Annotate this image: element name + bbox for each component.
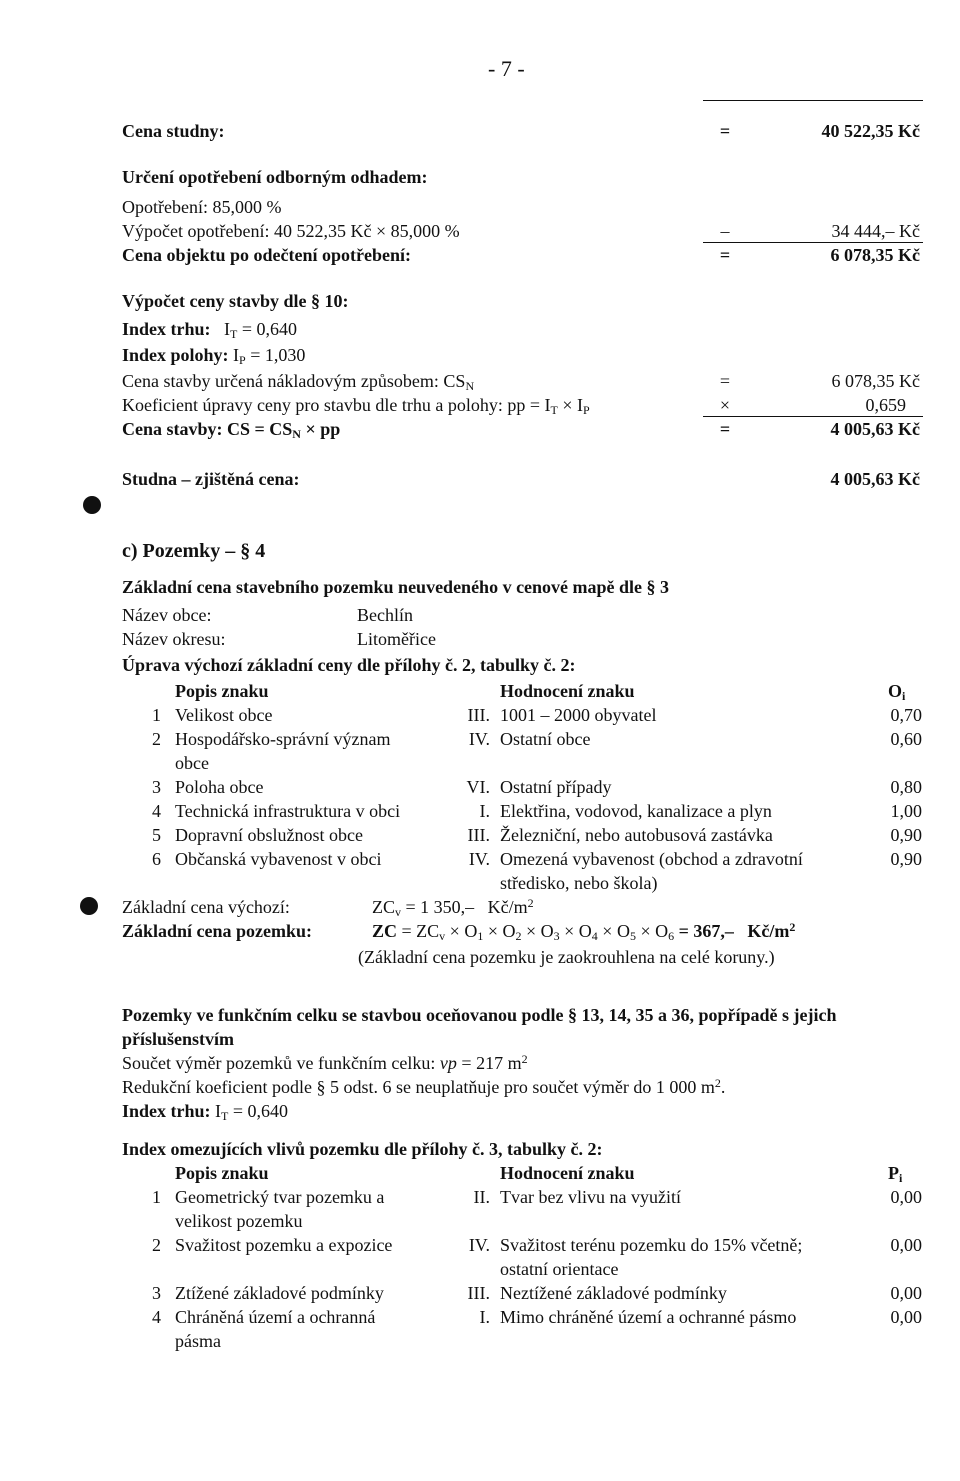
coef-line: Koeficient úpravy ceny pro stavbu dle trhu a polohy: pp = $I_T \times I_P$	[122, 395, 590, 417]
func-heading-2: příslušenstvím	[122, 1029, 235, 1049]
table1-row-roman: I.	[479, 801, 490, 821]
table1-row-sign: Velikost obce	[175, 705, 273, 725]
table1-row-roman: VI.	[466, 777, 490, 797]
page-number: - 7 -	[488, 56, 525, 81]
table1-row-number: 5	[152, 825, 161, 845]
table1-row-rating: Elektřina, vodovod, kanalizace a plyn	[500, 801, 772, 821]
table1-header-sign: Popis znaku	[175, 681, 269, 701]
table2-row-number: 1	[152, 1187, 161, 1207]
after-wear-op: =	[719, 245, 731, 265]
position-index-label: Index polohy:	[122, 345, 229, 365]
table1-row-rating: Ostatní obce	[500, 729, 591, 749]
table2-row-sign: Chráněná území a ochranná	[175, 1307, 376, 1327]
cs-op: =	[719, 419, 731, 439]
table1-row-sign: Poloha obce	[175, 777, 264, 797]
table2-row-rating: Svažitost terénu pozemku do 15% včetně;	[500, 1235, 803, 1255]
wear-heading: Určení opotřebení odborným odhadem:	[122, 167, 428, 187]
position-index-value: 1,030	[264, 345, 306, 365]
table2-row-number: 2	[152, 1235, 161, 1255]
table2-header-coef: $P_i$	[888, 1163, 903, 1185]
calc-heading: Výpočet ceny stavby dle § 10:	[122, 291, 349, 311]
zc-formula: $ZC_v = 1$ 350,– $Kč/m^2$	[372, 896, 534, 919]
zcp-unit: Kč/m	[747, 921, 790, 941]
table1-row-sign-cont: obce	[175, 753, 209, 773]
well-final-value: 4 005,63 Kč	[830, 469, 920, 489]
csn-line: Cena stavby určená nákladovým způsobem: $CS_N$	[122, 371, 475, 393]
vp-line: Součet výměr pozemků ve funkčním celku: vp = 217 $m^2$	[122, 1052, 528, 1073]
csn-value: 6 078,35 Kč	[831, 371, 920, 391]
market-index-2-label: Index trhu:	[122, 1101, 211, 1121]
table2-row-roman: II.	[473, 1187, 490, 1207]
csn-op: =	[719, 371, 731, 391]
table2-row-number: 3	[152, 1283, 161, 1303]
well-final-label: Studna – zjištěná cena:	[122, 469, 300, 489]
market-index-2-line: Index trhu: $I_T = 0,640$	[122, 1101, 289, 1123]
table2-row-value: 0,00	[890, 1235, 922, 1255]
table1-row-sign: Dopravní obslužnost obce	[175, 825, 363, 845]
table1-row-rating: Ostatní případy	[500, 777, 612, 797]
table2-row-number: 4	[152, 1307, 161, 1327]
table1-row-value: 0,90	[890, 825, 922, 845]
table2-row-value: 0,00	[890, 1283, 922, 1303]
cs-label: Cena stavby: CS = CS	[122, 419, 293, 439]
position-index-line: Index polohy: $I_P = 1,030$	[122, 345, 306, 367]
table1-row-rating: Železniční, nebo autobusová zastávka	[500, 825, 773, 845]
zcp-result: 367,–	[693, 921, 734, 941]
coef-rule	[703, 416, 923, 417]
well-price-op: =	[719, 121, 731, 141]
table1-row-number: 6	[152, 849, 161, 869]
after-wear-value: 6 078,35 Kč	[830, 245, 920, 265]
table1-row-roman: III.	[467, 705, 490, 725]
after-wear-label: Cena objektu po odečtení opotřebení:	[122, 245, 411, 265]
okres-label: Název okresu:	[122, 629, 226, 649]
table1-row-number: 4	[152, 801, 161, 821]
table1-row-value: 0,60	[890, 729, 922, 749]
table1-row-value: 1,00	[890, 801, 922, 821]
table2-row-rating-cont: ostatní orientace	[500, 1259, 619, 1279]
table1-row-roman: IV.	[468, 729, 490, 749]
reduc-line: Redukční koeficient podle § 5 odst. 6 se neuplatňuje pro součet výměr do 1 000 $m^2$.	[122, 1076, 726, 1097]
table1-row-rating: 1001 – 2000 obyvatel	[500, 705, 657, 725]
table2-row-sign-cont: pásma	[175, 1331, 221, 1351]
table2-row-value: 0,00	[890, 1187, 922, 1207]
table1-row-number: 2	[152, 729, 161, 749]
table2-row-value: 0,00	[890, 1307, 922, 1327]
table2-row-sign: Svažitost pozemku a expozice	[175, 1235, 393, 1255]
table2-header-sign: Popis znaku	[175, 1163, 269, 1183]
table2-row-rating: Neztížené základové podmínky	[500, 1283, 727, 1303]
table2-row-sign: Geometrický tvar pozemku a	[175, 1187, 385, 1207]
table1-row-number: 1	[152, 705, 161, 725]
well-price-value: 40 522,35 Kč	[821, 121, 920, 141]
market-index-label: Index trhu:	[122, 319, 211, 339]
coef-label: Koeficient úpravy ceny pro stavbu dle trhu a polohy: pp = I	[122, 395, 551, 415]
land-section-title: c) Pozemky – § 4	[122, 540, 266, 562]
table2-row-rating: Mimo chráněné území a ochranné pásmo	[500, 1307, 797, 1327]
table1-row-roman: III.	[467, 825, 490, 845]
zc-value: 1 350,–	[420, 897, 475, 917]
table2-row-roman: III.	[467, 1283, 490, 1303]
table2-header-rating: Hodnocení znaku	[500, 1163, 635, 1183]
zcp-note: (Základní cena pozemku je zaokrouhlena na celé koruny.)	[358, 947, 775, 967]
csn-label: Cena stavby určená nákladovým způsobem: CS	[122, 371, 466, 391]
well-price-label: Cena studny:	[122, 121, 225, 141]
market-index-2-value: 0,640	[247, 1101, 289, 1121]
cs-line: Cena stavby: CS = $CS_N$ × pp	[122, 419, 341, 441]
vp-label: Součet výměr pozemků ve funkčním celku:	[122, 1053, 436, 1073]
vp-value: 217 m	[476, 1053, 522, 1073]
wear-calc: Výpočet opotřebení: 40 522,35 Kč × 85,000 %	[122, 221, 460, 241]
wear-value: 34 444,– Kč	[831, 221, 920, 241]
market-index-value: 0,640	[256, 319, 298, 339]
table1-row-value: 0,80	[890, 777, 922, 797]
wear-op: –	[720, 221, 730, 241]
okres-value: Litoměřice	[357, 629, 436, 649]
market-index-line: Index trhu: $I_T = 0,640$	[122, 319, 298, 341]
land-base-heading: Základní cena stavebního pozemku neuvedeného v cenové mapě dle § 3	[122, 577, 670, 597]
cs-value: 4 005,63 Kč	[830, 419, 920, 439]
table2-row-sign-cont: velikost pozemku	[175, 1211, 303, 1231]
table1-row-value: 0,90	[890, 849, 922, 869]
table1-row-rating-cont: středisko, nebo škola)	[500, 873, 658, 893]
table1-row-roman: IV.	[468, 849, 490, 869]
zcp-formula: ZC = $ZC_v \times O_1 \times O_2 \times O_3 \times O_4 \times O_5 \times O_6 = 367,-$ $Kč/m^2$	[372, 920, 796, 943]
func-heading: Pozemky ve funkčním celku se stavbou oceňovanou podle § 13, 14, 35 a 36, popřípadě s jejich	[122, 1005, 837, 1025]
table2-row-rating: Tvar bez vlivu na využití	[500, 1187, 681, 1207]
zc-unit: Kč/m	[487, 897, 528, 917]
table1-row-sign: Občanská vybavenost v obci	[175, 849, 382, 869]
table2-row-sign: Ztížené základové podmínky	[175, 1283, 384, 1303]
limit-heading: Index omezujících vlivů pozemku dle přílohy č. 3, tabulky č. 2:	[122, 1139, 603, 1159]
obec-value: Bechlín	[357, 605, 413, 625]
obec-label: Název obce:	[122, 605, 212, 625]
table1-row-sign: Hospodářsko-správní význam	[175, 729, 391, 749]
wear-pct: Opotřebení: 85,000 %	[122, 197, 282, 217]
table1-row-sign: Technická infrastruktura v obci	[175, 801, 401, 821]
table1-header-rating: Hodnocení znaku	[500, 681, 635, 701]
table1-header-coef: $O_i$	[888, 681, 906, 703]
coef-value: 0,659	[865, 395, 906, 415]
zcp-label: Základní cena pozemku:	[122, 921, 313, 941]
table1-row-value: 0,70	[890, 705, 922, 725]
adjust-heading: Úprava výchozí základní ceny dle přílohy č. 2, tabulky č. 2:	[122, 655, 576, 675]
table1-row-number: 3	[152, 777, 161, 797]
binding-hole	[83, 496, 101, 514]
table1-row-rating: Omezená vybavenost (obchod a zdravotní	[500, 849, 803, 869]
coef-op: ×	[719, 395, 731, 415]
table2-row-roman: I.	[479, 1307, 490, 1327]
zc-label: Základní cena výchozí:	[122, 897, 290, 917]
binding-hole	[80, 897, 98, 915]
top-rule	[703, 100, 923, 101]
wear-rule	[703, 242, 923, 243]
table2-row-roman: IV.	[468, 1235, 490, 1255]
